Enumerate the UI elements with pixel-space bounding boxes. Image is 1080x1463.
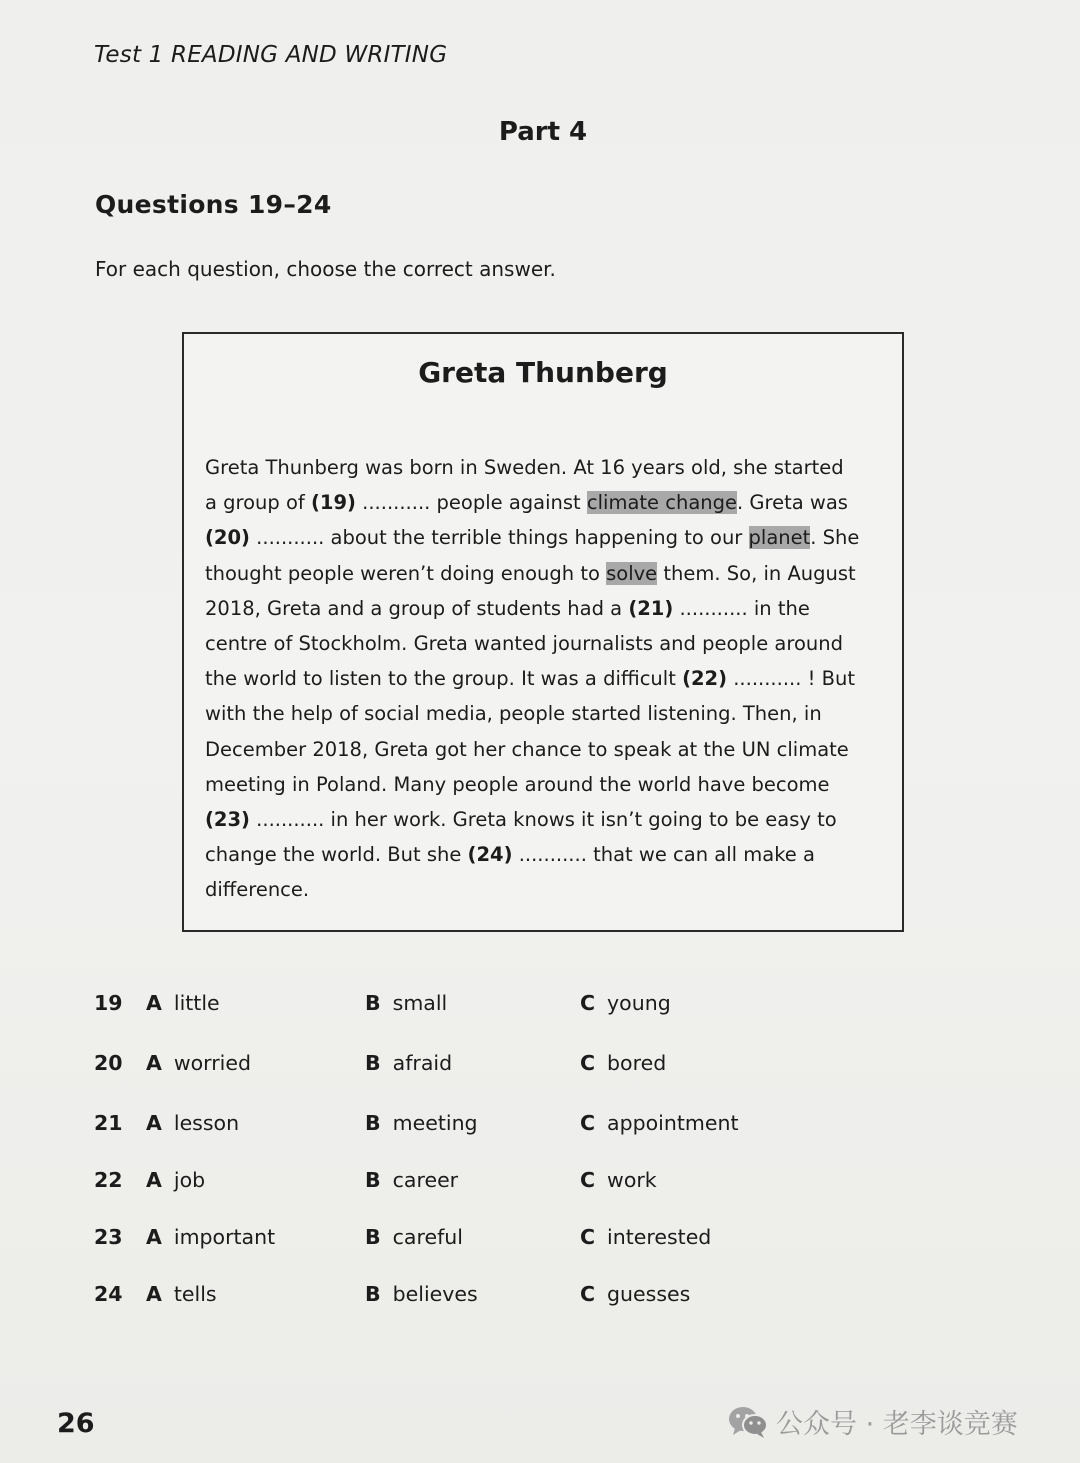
option-text: work: [607, 1168, 657, 1192]
question-number: 21: [94, 1111, 123, 1135]
answer-option-a[interactable]: [146, 1051, 251, 1075]
gap-number: (23): [205, 808, 250, 832]
question-number: 20: [94, 1051, 123, 1075]
passage-text: ........... about the terrible things happening to our: [249, 526, 749, 550]
question-row: [0, 991, 1080, 1021]
answer-option-b[interactable]: [365, 1051, 452, 1075]
watermark: [726, 1402, 1018, 1441]
passage-line: [205, 626, 875, 661]
page-header: Test 1 READING AND WRITING: [94, 42, 448, 68]
passage-text: ........... that we can all make a: [512, 843, 815, 867]
answer-option-c[interactable]: [580, 991, 671, 1015]
option-letter: C: [580, 1051, 596, 1075]
passage-text: December 2018, Greta got her chance to speak at the UN climate: [205, 737, 849, 761]
option-letter: C: [580, 1282, 596, 1306]
gap-number: (19): [310, 491, 356, 515]
option-text: lesson: [173, 1111, 240, 1135]
option-letter: B: [365, 991, 381, 1015]
passage-text: Greta Thunberg was born in Sweden. At 16 years old, she started: [205, 456, 844, 479]
passage-line: [205, 591, 875, 626]
answer-option-c[interactable]: [580, 1282, 690, 1306]
answer-option-a[interactable]: [146, 991, 220, 1015]
passage-text: . Greta was: [737, 491, 848, 515]
passage-line: [205, 661, 875, 696]
option-text: small: [392, 991, 448, 1015]
passage-text: ........... in her work. Greta knows it isn’t going to be easy to: [249, 808, 837, 832]
option-letter: A: [146, 1051, 162, 1075]
option-letter: A: [146, 1111, 162, 1135]
question-row: [0, 1111, 1080, 1141]
option-letter: B: [365, 1282, 381, 1306]
answer-option-c[interactable]: [580, 1168, 657, 1192]
question-number: 22: [94, 1168, 123, 1192]
answer-option-b[interactable]: [365, 991, 447, 1015]
option-text: careful: [392, 1225, 463, 1249]
passage-line: [205, 556, 875, 591]
question-row: [0, 1051, 1080, 1081]
option-text: bored: [607, 1051, 667, 1075]
option-text: important: [173, 1225, 276, 1249]
passage-text: a group of: [205, 491, 311, 515]
gap-number: (21): [628, 596, 674, 620]
option-text: meeting: [392, 1111, 478, 1135]
answer-option-a[interactable]: [146, 1168, 205, 1192]
gap-number: (22): [682, 667, 728, 691]
option-letter: A: [146, 991, 162, 1015]
watermark-text: 公众号 · 老李谈竞赛: [776, 1409, 1018, 1440]
passage-text: the world to listen to the group. It was a difficult: [205, 667, 683, 691]
passage-line: [205, 872, 875, 907]
passage-box: [182, 332, 904, 932]
page-number: 26: [57, 1408, 95, 1439]
option-letter: B: [365, 1051, 381, 1075]
passage-text: them. So, in August: [657, 561, 856, 585]
option-letter: A: [146, 1168, 162, 1192]
passage-text: ........... in the: [673, 596, 810, 620]
option-letter: C: [580, 1111, 596, 1135]
option-text: tells: [173, 1282, 217, 1306]
highlighted-word: solve: [606, 561, 658, 585]
passage-body: [205, 450, 875, 908]
option-letter: A: [146, 1225, 162, 1249]
question-number: 23: [94, 1225, 123, 1249]
answer-option-c[interactable]: [580, 1225, 711, 1249]
option-text: career: [392, 1168, 459, 1192]
option-text: interested: [607, 1225, 712, 1249]
gap-number: (24): [467, 843, 513, 867]
question-row: [0, 1225, 1080, 1255]
gap-number: (20): [205, 526, 250, 550]
option-text: worried: [173, 1051, 252, 1075]
answer-option-a[interactable]: [146, 1225, 275, 1249]
answer-option-c[interactable]: [580, 1051, 666, 1075]
option-text: appointment: [607, 1111, 739, 1135]
option-text: afraid: [392, 1051, 453, 1075]
question-number: 19: [94, 991, 123, 1015]
option-text: young: [607, 991, 671, 1015]
option-text: believes: [392, 1282, 478, 1306]
answer-option-b[interactable]: [365, 1111, 478, 1135]
passage-text: centre of Stockholm. Greta wanted journalists and people around: [205, 632, 843, 656]
option-text: job: [173, 1168, 206, 1192]
passage-line: [205, 520, 875, 555]
option-letter: C: [580, 1225, 596, 1249]
answer-option-b[interactable]: [365, 1168, 458, 1192]
option-text: little: [173, 991, 220, 1015]
question-number: 24: [94, 1282, 123, 1306]
passage-line: [205, 696, 875, 731]
part-title: Part 4: [498, 117, 588, 147]
passage-title: Greta Thunberg: [418, 356, 668, 389]
answer-option-c[interactable]: [580, 1111, 739, 1135]
option-letter: C: [580, 1168, 596, 1192]
option-text: guesses: [607, 1282, 691, 1306]
highlighted-word: planet: [748, 526, 811, 550]
question-row: [0, 1282, 1080, 1312]
passage-text: change the world. But she: [205, 843, 468, 867]
passage-line: [205, 767, 875, 802]
instruction-text: For each question, choose the correct answer.: [95, 257, 556, 281]
option-letter: B: [365, 1168, 381, 1192]
passage-text: ........... ! But: [727, 667, 856, 691]
option-letter: B: [365, 1225, 381, 1249]
option-letter: A: [146, 1282, 162, 1306]
passage-text: meeting in Poland. Many people around the world have become: [205, 772, 830, 796]
option-letter: B: [365, 1111, 381, 1135]
answer-option-a[interactable]: [146, 1111, 239, 1135]
passage-text: 2018, Greta and a group of students had a: [205, 596, 629, 620]
option-letter: C: [580, 991, 596, 1015]
wechat-icon: [726, 1404, 770, 1440]
passage-line: [205, 802, 875, 837]
questions-title: Questions 19–24: [95, 190, 332, 219]
highlighted-word: climate change: [586, 491, 737, 515]
passage-line: [205, 450, 875, 485]
answer-option-a[interactable]: [146, 1282, 217, 1306]
answer-option-b[interactable]: [365, 1225, 463, 1249]
passage-text: with the help of social media, people started listening. Then, in: [205, 702, 822, 726]
passage-text: ........... people against: [355, 491, 587, 515]
passage-text: difference.: [205, 878, 310, 902]
question-row: [0, 1168, 1080, 1198]
passage-text: . She: [810, 526, 860, 550]
answer-option-b[interactable]: [365, 1282, 478, 1306]
passage-line: [205, 837, 875, 872]
passage-line: [205, 732, 875, 767]
passage-text: thought people weren’t doing enough to: [205, 561, 607, 585]
passage-line: [205, 485, 875, 520]
